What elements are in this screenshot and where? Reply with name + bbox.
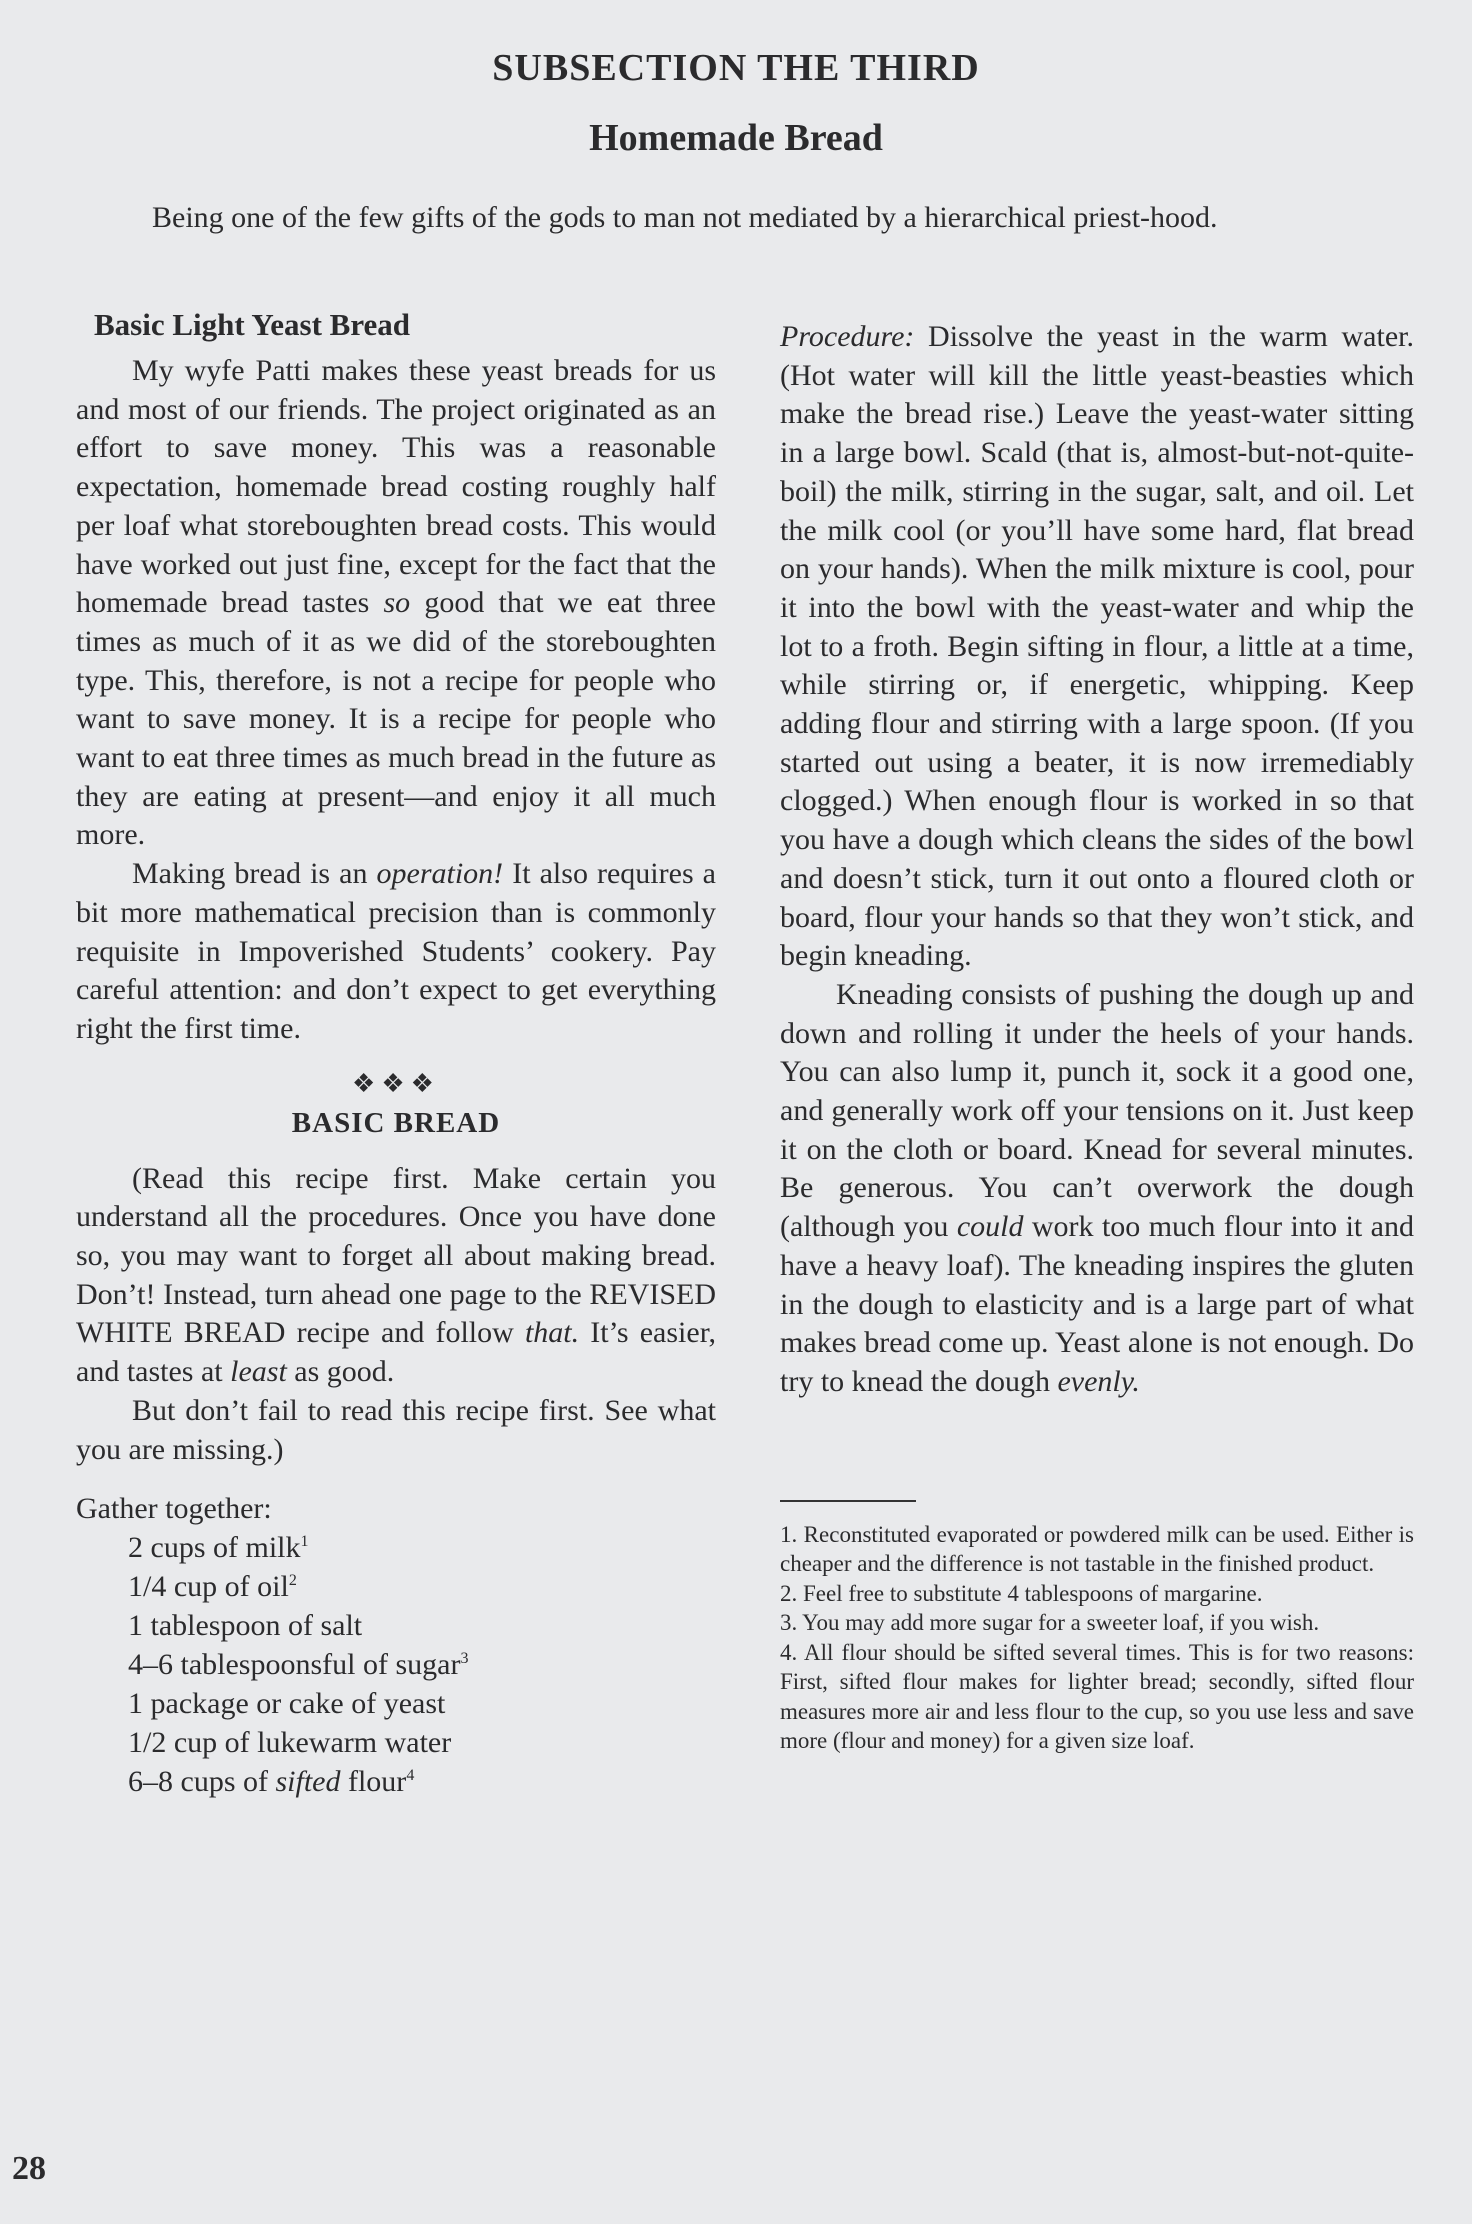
text: Making bread is an <box>132 857 377 891</box>
ingredient-text: 2 cups of milk <box>128 1531 301 1565</box>
emphasis: could <box>956 1210 1024 1244</box>
ingredient-item <box>128 1606 716 1645</box>
intro-paragraph: Being one of the few gifts of the gods to man not mediated by a hierarchical priest-hood. <box>152 201 1218 234</box>
footnote: 4. All flour should be sifted several times. This is for two reasons: First, sifted flour makes for lighter bread; secondly, sifted flour measures more air and less flour to the cup, so you use less and save more (flour and money) for a given size loaf. <box>780 1639 1414 1754</box>
paragraph-intro-patti <box>76 352 716 855</box>
footnote-marker: 4 <box>406 1767 415 1785</box>
ingredient-text: 1/4 cup of oil <box>128 1570 289 1604</box>
ingredient-text: 1 tablespoon of salt <box>128 1609 363 1643</box>
emphasis: evenly. <box>1057 1364 1140 1398</box>
basic-bread-heading: BASIC BREAD <box>291 1106 501 1139</box>
paragraph-operation <box>76 855 716 1049</box>
text: My wyfe Patti makes these yeast breads for us and most of our friends. The project originated as an effort to save money. This was a reasonable expectation, homemade bread costing roughly half per loaf what storeboughten bread costs. This would have worked out just fine, except for the fact that the homemade bread tastes <box>76 354 716 620</box>
paragraph-dont-fail: But don’t fail to read this recipe first. See what you are missing.) <box>76 1393 716 1466</box>
text: as good. <box>286 1355 395 1389</box>
footnote-marker: 2 <box>288 1572 297 1590</box>
footnote: 2. Feel free to substitute 4 tablespoons of margarine. <box>780 1580 1263 1606</box>
ingredient-item <box>128 1684 716 1723</box>
chapter-title: Homemade Bread <box>589 117 883 159</box>
ingredient-item <box>128 1528 716 1567</box>
emphasis: operation! <box>376 857 504 891</box>
ingredient-list <box>76 1528 716 1801</box>
emphasis: so <box>383 586 411 620</box>
right-column <box>780 318 1414 1756</box>
ingredient-item <box>128 1645 716 1684</box>
recipe-heading: Basic Light Yeast Bread <box>94 307 411 342</box>
ingredient-item <box>128 1723 716 1762</box>
procedure-label: Procedure: <box>780 320 915 353</box>
page-number: 28 <box>12 2150 46 2187</box>
ornament-divider: ❖❖❖ <box>352 1068 440 1098</box>
ingredient-text: 1/2 cup of lukewarm water <box>128 1726 452 1760</box>
ingredient-text: 4–6 tablespoonsful of sugar <box>128 1648 461 1682</box>
footnote: 1. Reconstituted evaporated or powdered milk can be used. Either is cheaper and the difference is not tastable in the finished product. <box>780 1521 1414 1577</box>
footnote-marker: 1 <box>300 1533 309 1551</box>
section-title: SUBSECTION THE THIRD <box>492 47 980 89</box>
text: It’s easier, and tastes at <box>76 1316 716 1389</box>
text: (Read this recipe first. Make certain you understand all the procedures. Once you have done so, you may want to forget all about making bread. Don’t! Instead, turn ahead one page to the REVISED WHITE BREAD recipe and follow <box>76 1161 716 1350</box>
text: work too much flour into it and have a heavy loaf). The kneading inspires the gluten in the dough to elasticity and is a large part of what makes bread come up. Yeast alone is not enough. Do try to knead the dough <box>780 1210 1414 1398</box>
emphasis: sifted <box>275 1765 341 1799</box>
emphasis: least <box>230 1355 287 1389</box>
ingredient-text: flour <box>340 1765 407 1799</box>
paragraph-procedure <box>780 318 1414 976</box>
text: good that we eat three times as much of it as we did of the storeboughten type. This, therefore, is not a recipe for people who want to save money. It is a recipe for people who want to eat three times as much bread in the future as they are eating at present—and enjoy it all much more. <box>76 586 717 852</box>
ingredient-text: 1 package or cake of yeast <box>128 1687 446 1721</box>
gather-label: Gather together: <box>76 1492 272 1526</box>
ingredient-item <box>128 1567 716 1606</box>
text: Dissolve the yeast in the warm water. (Hot water will kill the little yeast-beasties which make the bread rise.) Leave the yeast-water sitting in a large bowl. Scald (that is, almost-but-not-quite-boil) the milk, stirring in the sugar, salt, and oil. Let the milk cool (or you’ll have some hard, flat bread on your hands). When the milk mixture is cool, pour it into the bowl with the yeast-water and whip the lot to a froth. Begin sifting in flour, a little at a time, while stirring or, if energetic, whipping. Keep adding flour and stirring with a large spoon. (If you started out using a beater, it is now irremediably clogged.) When enough flour is worked in so that you have a dough which cleans the sides of the bowl and doesn’t stick, turn it out onto a floured cloth or board, flour your hands so that they won’t stick, and begin kneading. <box>780 320 1414 973</box>
left-column <box>76 306 716 1801</box>
ingredient-item <box>128 1762 716 1801</box>
text: Kneading consists of pushing the dough up and down and rolling it under the heels of your hands. You can also lump it, punch it, sock it a good one, and generally work off your tensions on it. Just keep it on the cloth or board. Knead for several minutes. Be generous. You can’t overwork the dough (although you <box>780 977 1414 1244</box>
footnote-rule <box>780 1500 916 1502</box>
footnote: 3. You may add more sugar for a sweeter loaf, if you wish. <box>780 1610 1320 1636</box>
text: It also requires a bit more mathematical precision than is commonly requisite in Impoverished Students’ cookery. Pay careful attention: and don’t expect to get everything right the first time. <box>76 857 716 1045</box>
paragraph-read-first <box>76 1160 716 1392</box>
footnote-list <box>780 1520 1414 1756</box>
emphasis: that. <box>524 1316 580 1350</box>
ingredient-text: 6–8 cups of <box>128 1765 276 1799</box>
paragraph-kneading <box>780 976 1414 1402</box>
footnote-marker: 3 <box>460 1650 469 1668</box>
